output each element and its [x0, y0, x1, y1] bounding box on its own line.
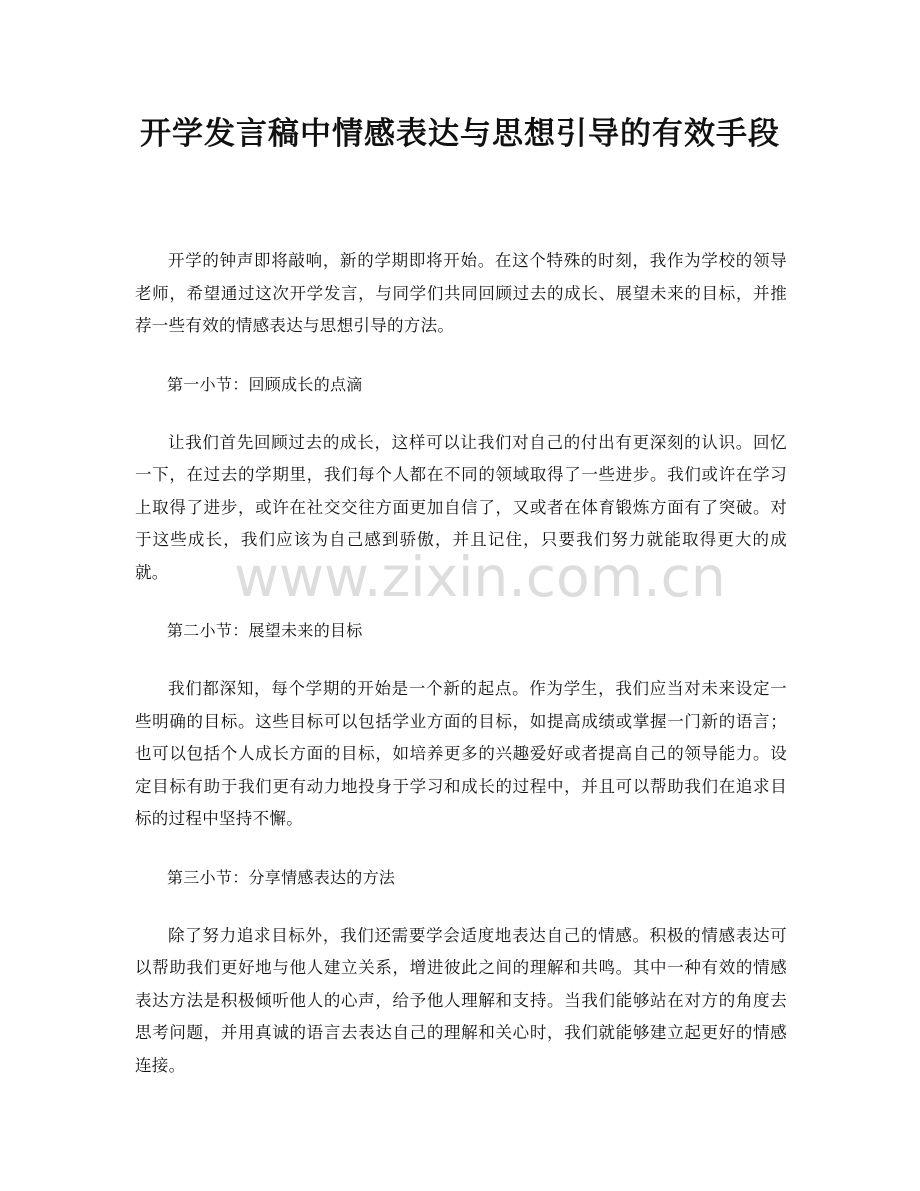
document-title: 开学发言稿中情感表达与思想引导的有效手段 — [140, 116, 780, 152]
document-body — [135, 245, 787, 1108]
section-3-paragraph: 除了努力追求目标外，我们还需要学会适度地表达自己的情感。积极的情感表达可以帮助我们更好地与他人建立关系，增进彼此之间的理解和共鸣。其中一种有效的情感表达方法是积极倾听他人的心声，给予他人理解和支持。当我们能够站在对方的角度去思考问题，并用真诚的语言去表达自己的理解和关心时，我们就能够建立起更好的情感连接。 — [135, 925, 787, 1075]
section-heading-3: 第三小节：分享情感表达的方法 — [167, 867, 396, 887]
section-2-paragraph: 我们都深知，每个学期的开始是一个新的起点。作为学生，我们应当对未来设定一些明确的目标。这些目标可以包括学业方面的目标，如提高成绩或掌握一门新的语言；也可以包括个人成长方面的目标，如培养更多的兴趣爱好或者提高自己的领导能力。设定目标有助于我们更有动力地投身于学习和成长的过程中，并且可以帮助我们在追求目标的过程中坚持不懈。 — [135, 679, 787, 828]
section-1-paragraph: 让我们首先回顾过去的成长，这样可以让我们对自己的付出有更深刻的认识。回忆一下，在过去的学期里，我们每个人都在不同的领域取得了一些进步。我们或许在学习上取得了进步，或许在社交交往方面更加自信了，又或者在体育锻炼方面有了突破。对于这些成长，我们应该为自己感到骄傲，并且记住，只要我们努力就能取得更大的成就。 — [135, 432, 787, 582]
section-heading-1: 第一小节：回顾成长的点滴 — [167, 374, 363, 394]
site-watermark: www.zixin.com.cn — [234, 545, 726, 609]
section-heading-2: 第二小节：展望未来的目标 — [167, 621, 363, 640]
intro-paragraph: 开学的钟声即将敲响，新的学期即将开始。在这个特殊的时刻，我作为学校的领导老师，希望通过这次开学发言，与同学们共同回顾过去的成长、展望未来的目标，并推荐一些有效的情感表达与思想引导的方法。 — [135, 251, 787, 335]
